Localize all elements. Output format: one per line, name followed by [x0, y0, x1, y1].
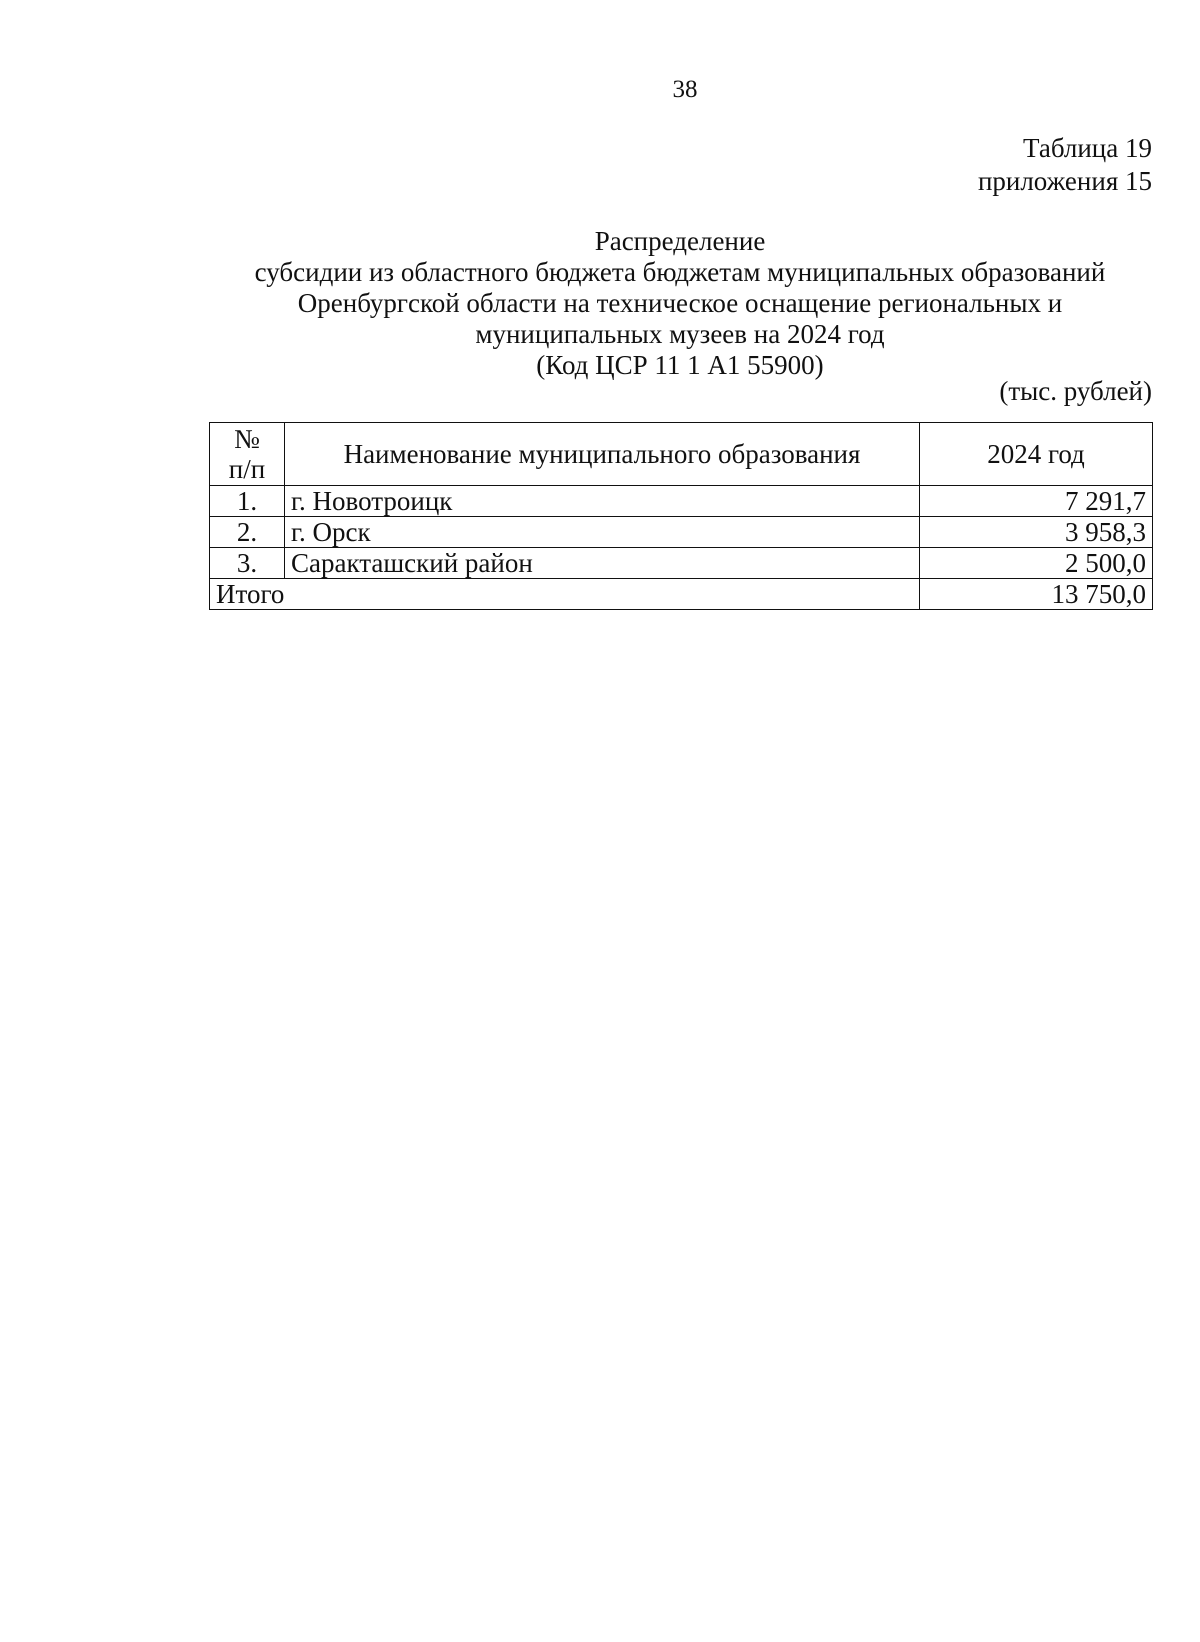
- header-name: Наименование муниципального образования: [285, 423, 920, 486]
- heading-line-2: субсидии из областного бюджета бюджетам муниципальных образований: [254, 257, 1106, 287]
- heading-line-1: Распределение: [594, 226, 766, 256]
- table-number: Таблица 19: [1023, 133, 1152, 163]
- row-value: 7 291,7: [920, 486, 1153, 517]
- subsidy-table: [209, 422, 1153, 610]
- table-row: [210, 548, 1153, 579]
- heading-line-5: (Код ЦСР 11 1 А1 55900): [536, 350, 824, 380]
- row-number: 1.: [210, 486, 285, 517]
- header-year: 2024 год: [920, 423, 1153, 486]
- table-row: [210, 517, 1153, 548]
- header-number-symbol: №: [234, 424, 260, 454]
- row-name: г. Орск: [285, 517, 920, 548]
- row-value: 2 500,0: [920, 548, 1153, 579]
- row-name: г. Новотроицк: [285, 486, 920, 517]
- row-value: 3 958,3: [920, 517, 1153, 548]
- table-row: [210, 486, 1153, 517]
- row-name: Саракташский район: [285, 548, 920, 579]
- table-reference: [978, 132, 1152, 198]
- header-number-abbr: п/п: [228, 454, 266, 484]
- page-number: 38: [672, 76, 698, 103]
- row-number: 2.: [210, 517, 285, 548]
- row-number: 3.: [210, 548, 285, 579]
- heading-line-4: муниципальных музеев на 2024 год: [475, 319, 885, 349]
- document-heading: [200, 226, 1160, 381]
- appendix-number: приложения 15: [977, 166, 1152, 196]
- total-label: Итого: [210, 579, 920, 610]
- table-header-row: [210, 423, 1153, 486]
- units-label: (тыс. рублей): [999, 376, 1152, 406]
- total-value: 13 750,0: [920, 579, 1153, 610]
- heading-line-3: Оренбургской области на техническое оснащение региональных и: [297, 288, 1063, 318]
- header-number: [210, 423, 285, 486]
- total-row: [210, 579, 1153, 610]
